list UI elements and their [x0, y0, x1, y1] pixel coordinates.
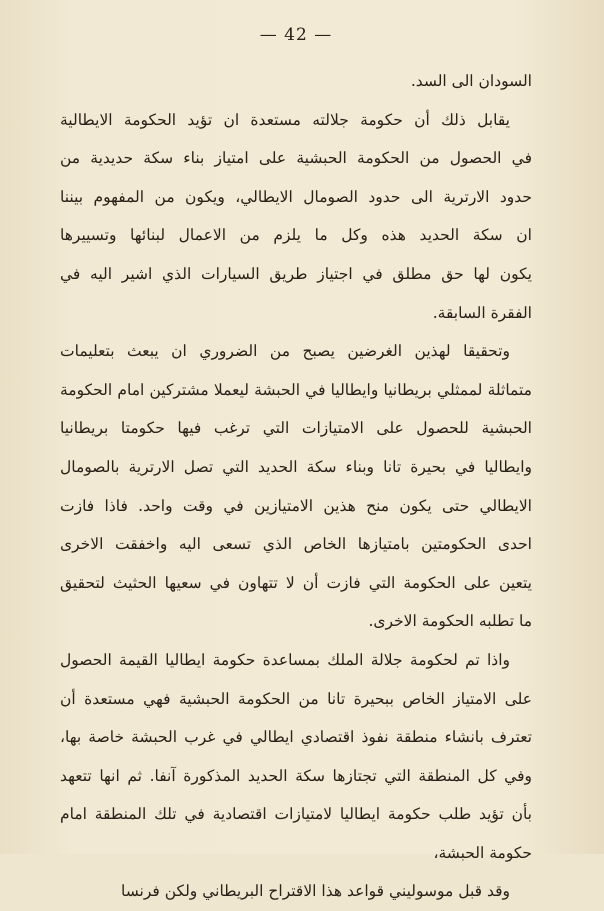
body-text	[60, 62, 532, 911]
text-line: تعترف بانشاء منطقة نفوذ اقتصادي ايطالي في غرب الحبشة خاصة بها،	[60, 728, 532, 747]
paragraph	[60, 332, 532, 641]
text-line: وايطاليا في بحيرة تانا وبناء سكة الحديد التي تصل الارترية بالصومال	[60, 457, 532, 476]
text-line: في الحصول من الحكومة الحبشية على امتياز بناء سكة حديدية من	[60, 149, 532, 168]
text-line: ما تطلبه الحكومة الاخرى.	[368, 612, 532, 631]
paragraph	[60, 641, 532, 873]
text-line: احدى الحكومتين بامتيازها الخاص الذي تسعى اليه واخفقت الاخرى	[60, 535, 532, 554]
text-line: حدود الارترية الى حدود الصومال الايطالي، ويكون من المفهوم بيننا	[60, 187, 532, 206]
text-line: يتعين على الحكومة التي فازت أن لا تتهاون في سعيها الحثيث لتحقيق	[60, 573, 532, 592]
text-line: وفي كل المنطقة التي تجتازها سكة الحديد المذكورة آنفا. ثم انها تتعهد	[60, 766, 532, 785]
text-line: على الامتياز الخاص ببحيرة تانا من الحكومة الحبشية فهي مستعدة أن	[60, 689, 532, 708]
text-line: بأن تؤيد طلب حكومة ايطاليا لامتيازات اقتصادية في تلك المنطقة امام	[60, 805, 532, 824]
text-line: الايطالي حتى يكون منح هذين الامتيازين في وقت واحد. فاذا فازت	[60, 496, 532, 515]
text-line: ان سكة الحديد هذه وكل ما يلزم من الاعمال لبنائها وتسييرها	[60, 226, 532, 245]
text-line: الفقرة السابقة.	[432, 303, 532, 322]
text-line: يقابل ذلك أن حكومة جلالته مستعدة ان تؤيد الحكومة الايطالية	[60, 110, 510, 129]
paragraph	[60, 101, 532, 333]
paragraph	[60, 62, 532, 101]
page-number: — 42 —	[259, 25, 333, 45]
text-line: متماثلة لممثلي بريطانيا وايطاليا في الحبشة ليعملا مشتركين امام الحكومة	[60, 380, 532, 399]
text-line: وقد قبل موسوليني قواعد هذا الاقتراح البريطاني ولكن فرنسا	[120, 882, 510, 901]
text-line: الحبشية للحصول على الامتيازات التي ترغب فيها حكومتا بريطانيا	[60, 419, 532, 438]
text-line: يكون لها حق مطلق في اجتياز طريق السيارات الذي اشير اليه في	[60, 264, 532, 283]
text-line: وتحقيقا لهذين الغرضين يصبح من الضروري ان يبعث بتعليمات	[60, 342, 510, 361]
paragraph	[60, 872, 532, 911]
text-line: واذا تم لحكومة جلالة الملك بمساعدة حكومة ايطاليا القيمة الحصول	[60, 650, 510, 669]
text-line: السودان الى السد.	[410, 72, 532, 90]
text-line: حكومة الحبشة،	[433, 843, 532, 862]
